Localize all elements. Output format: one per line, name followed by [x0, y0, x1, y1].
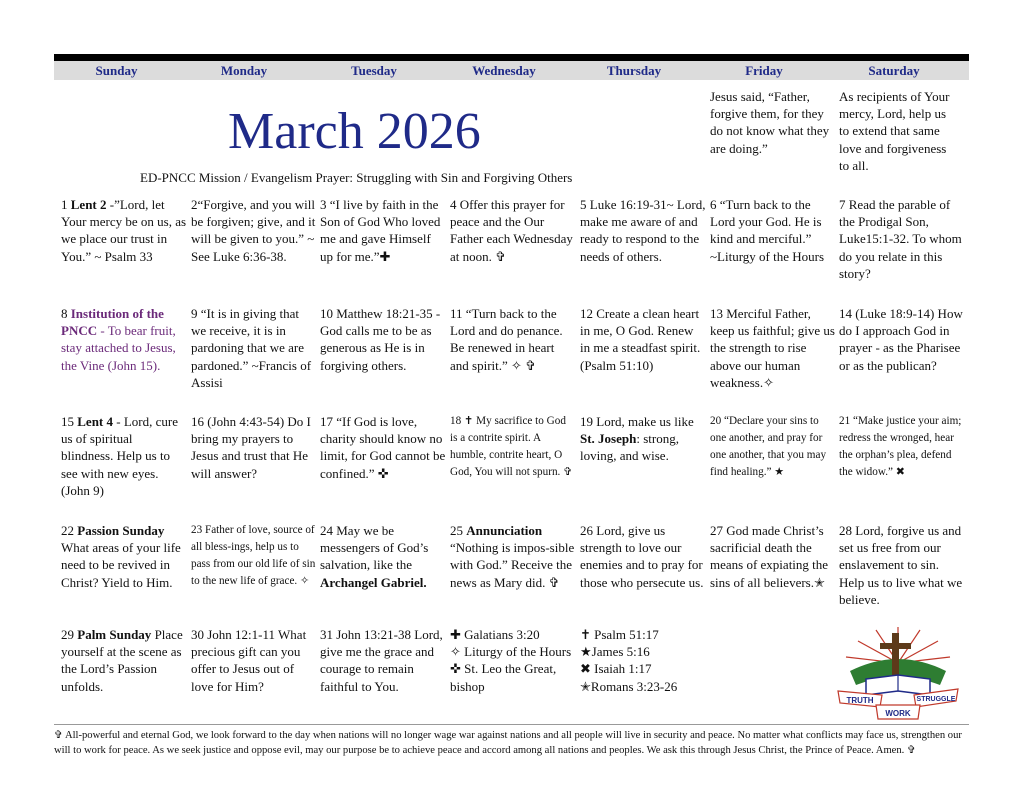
day-cell-13: 13 Merciful Father, keep us faithful; give us the strength to rise above our human weakness.✧: [710, 306, 835, 390]
day-cell-20: 20 “Declare your sins to one another, and pray for one another, that you may find healing.” ★: [710, 415, 827, 478]
day-cell-12: 12 Create a clean heart in me, O God. Renew in me a steadfast spirit. (Psalm 51:10): [580, 306, 701, 373]
month-title: March 2026: [228, 103, 481, 160]
day-cell-24: 24 May we be messengers of God’s salvation, like the Archangel Gabriel.: [320, 523, 429, 590]
footer-divider: [54, 724, 969, 725]
day-cell-17: 17 “If God is love, charity should know no limit, for God cannot be confined.” ✜: [320, 414, 446, 481]
day-cell-30: 30 John 12:1-11 What precious gift can you offer to Jesus out of love for Him?: [191, 627, 307, 694]
day-cell-7: 7 Read the parable of the Prodigal Son, Luke15:1-32. To whom do you relate in this story?: [839, 197, 962, 281]
day-cell-6: 6 “Turn back to the Lord your God. He is kind and merciful.” ~Liturgy of the Hours: [710, 197, 825, 264]
day-cell-5: 5 Luke 16:19-31~ Lord, make me aware of and ready to respond to the needs of others.: [580, 197, 706, 264]
day-cell-26: 26 Lord, give us strength to love our enemies and to pray for those who persecute us.: [580, 523, 704, 590]
weekday-sunday: Sunday: [95, 63, 138, 78]
logo-word-truth: TRUTH: [846, 696, 874, 705]
weekday-monday: Monday: [220, 63, 268, 78]
weekday-header-row: [54, 61, 969, 80]
weekday-wednesday: Wednesday: [472, 63, 536, 78]
day-cell-8: 8 Institution of the PNCC - To bear fruit, stay attached to Jesus, the Vine (John 15).: [61, 306, 176, 373]
day-cell-23: 23 Father of love, source of all bless-ings, help us to pass from our old life of sin to the new life of grace. ✧: [191, 524, 316, 587]
weekday-friday: Friday: [745, 63, 783, 78]
day-cell-16: 16 (John 4:43-54) Do I bring my prayers to Jesus and trust that He will answer?: [191, 414, 311, 481]
legend-item: ✚ Galatians 3:20: [450, 627, 540, 642]
day-cell-25: 25 Annunciation “Nothing is impos-sible with God.” Receive the news as Mary did. ✞: [450, 523, 575, 590]
day-cell-28: 28 Lord, forgive us and set us free from our enslavement to sin. Help us to live what we believe.: [839, 523, 963, 607]
symbol-legend-a: [450, 626, 576, 695]
footer-prayer: ✞ All-powerful and eternal God, we look forward to the day when nations will no longer wage war against nations and all people will live in security and peace. No matter what conflicts may face us, strengthen our will to work for peace. As we seek justice and oppose evil, may our purpose be to achieve peace and accord among all nations and peoples. We ask this through Jesus Christ, the Prince of Peace. Amen. ✞: [54, 730, 962, 756]
symbol-legend-b: [580, 626, 706, 695]
legend-item: ✝ Psalm 51:17: [580, 627, 659, 642]
legend-item: ✖ Isaiah 1:17: [580, 661, 652, 677]
logo-word-struggle: STRUGGLE: [916, 696, 956, 703]
day-cell-21: 21 “Make justice your aim; redress the wronged, hear the orphan’s plea, defend the widow.” ✖: [839, 415, 962, 478]
day-cell-31: 31 John 13:21-38 Lord, give me the grace and courage to remain faithful to You.: [320, 627, 443, 694]
weekday-saturday: Saturday: [868, 63, 920, 78]
day-cell-9: 9 “It is in giving that we receive, it is in pardoning that we are pardoned.” ~Francis of Assisi: [191, 306, 312, 390]
legend-item: ✧ Liturgy of the Hours: [450, 644, 572, 660]
day-cell-15: 15 Lent 4 - Lord, cure us of spiritual blindness. Help us to see with new eyes. (John 9): [61, 414, 178, 498]
legend-item: ✜ St. Leo the Great, bishop: [450, 661, 557, 694]
legend-item: ★James 5:16: [580, 644, 650, 660]
day-cell-22: 22 Passion Sunday What areas of your life need to be revived in Christ? Yield to Him.: [61, 523, 181, 590]
day-cell-10: 10 Matthew 18:21-35 - God calls me to be as generous as He is in forgiving others.: [320, 306, 441, 373]
day-cell-3: 3 “I live by faith in the Son of God Who loved me and gave Himself up for me.”✚: [320, 197, 441, 264]
logo-word-work: WORK: [885, 709, 911, 718]
day-cell-2: 2“Forgive, and you will be forgiven; give, and it will be given to you.” ~ See Luke 6:36-38.: [191, 197, 316, 264]
day-cell-1: 1 Lent 2 -”Lord, let Your mercy be on us, as we place our trust in You.” ~ Psalm 33: [61, 197, 187, 264]
day-cell-18: 18 ✝ My sacrifice to God is a contrite spirit. A humble, contrite heart, O God, You will not spurn. ✞: [450, 415, 573, 478]
legend-item: ✭Romans 3:23-26: [580, 678, 678, 694]
day-cell-29: 29 Palm Sunday Place yourself at the scene as the Lord’s Passion unfolds.: [61, 627, 183, 694]
weekday-thursday: Thursday: [606, 63, 662, 78]
saturday-header-quote: As recipients of Your mercy, Lord, help us to extend that same love and forgiveness to all.: [839, 89, 950, 173]
pncc-logo: [836, 625, 960, 721]
weekday-tuesday: Tuesday: [351, 63, 397, 78]
friday-header-quote: Jesus said, “Father, forgive them, for they do not know what they are doing.”: [710, 89, 830, 156]
top-rule: [54, 54, 969, 61]
day-cell-4: 4 Offer this prayer for peace and the Our Father each Wednesday at noon. ✞: [450, 197, 573, 264]
day-cell-14: 14 (Luke 18:9-14) How do I approach God in prayer - as the Pharisee or as the publican?: [839, 306, 963, 373]
day-cell-11: 11 “Turn back to the Lord and do penance. Be renewed in heart and spirit.” ✧ ✞: [450, 306, 563, 373]
calendar-subtitle: ED-PNCC Mission / Evangelism Prayer: Struggling with Sin and Forgiving Others: [140, 170, 573, 185]
day-cell-19: 19 Lord, make us like St. Joseph: strong, loving, and wise.: [580, 414, 694, 464]
day-cell-27: 27 God made Christ’s sacrificial death the means of expiating the sins of all believers.✭: [710, 523, 829, 590]
